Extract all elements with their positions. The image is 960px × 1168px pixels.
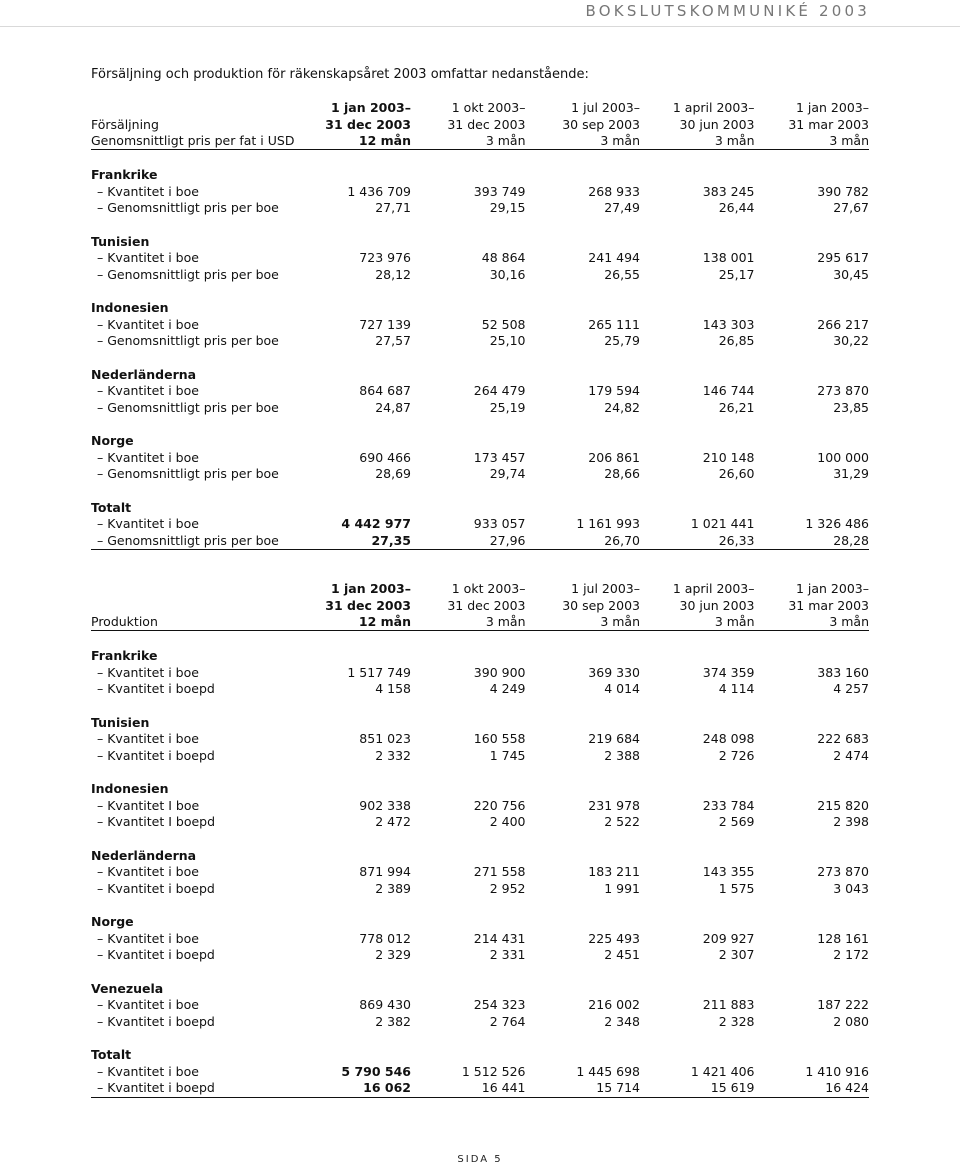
- table-row: [91, 250, 869, 267]
- spacer-row: [91, 217, 869, 234]
- period-header: 1 jul 2003–: [571, 581, 640, 596]
- group-header-row: [91, 914, 869, 931]
- row-label: – Kvantitet i boe: [97, 731, 199, 746]
- row-label: – Genomsnittligt pris per boe: [97, 466, 279, 481]
- value-cell: 271 558: [473, 864, 526, 879]
- value-cell: 1 991: [604, 880, 640, 896]
- row-label: – Kvantitet I boe: [97, 797, 200, 813]
- value-cell: 265 111: [588, 316, 640, 332]
- value-cell: 4 114: [718, 681, 755, 696]
- intro-text: Försäljning och produktion för räkenskapsåret 2003 omfattar nedanstående:: [91, 67, 589, 82]
- sales-table: [91, 100, 869, 550]
- value-cell: 723 976: [359, 250, 411, 265]
- value-cell: 25,19: [489, 399, 526, 415]
- group-header-row: [91, 781, 869, 798]
- table-row: [91, 1080, 869, 1097]
- value-cell: 26,55: [604, 266, 640, 282]
- spacer-cell: [91, 631, 869, 649]
- total-label: Totalt: [91, 1047, 132, 1062]
- period-header: 1 jan 2003–: [795, 100, 869, 115]
- value-cell: 52 508: [481, 316, 526, 332]
- spacer-row: [91, 483, 869, 500]
- spacer-cell: [91, 150, 869, 168]
- period-header: 1 april 2003–: [672, 581, 755, 596]
- row-label: – Genomsnittligt pris per boe: [97, 333, 279, 348]
- header-label: [91, 598, 301, 615]
- value-cell: 100 000: [817, 449, 869, 465]
- table-row: [91, 267, 869, 284]
- value-cell: 29,15: [489, 200, 526, 215]
- period-header: 30 jun 2003: [679, 116, 755, 132]
- period-header: 3 mån: [755, 133, 870, 150]
- header-label: [91, 581, 301, 598]
- value-cell: 248 098: [702, 731, 755, 746]
- spacer-row: [91, 350, 869, 367]
- value-cell: 146 744: [702, 383, 755, 398]
- value-cell: 690 466: [359, 449, 411, 465]
- table-row: [91, 466, 869, 483]
- value-cell: 778 012: [359, 930, 411, 946]
- value-cell: 28,66: [604, 466, 640, 481]
- value-cell: 1 512 526: [461, 1063, 526, 1079]
- value-cell: 28,28: [755, 533, 870, 550]
- row-label: – Kvantitet i boe: [97, 864, 199, 879]
- value-cell: 219 684: [588, 731, 640, 746]
- value-cell: 187 222: [817, 997, 869, 1012]
- spacer-row: [91, 416, 869, 433]
- value-cell: 864 687: [359, 383, 411, 398]
- value-cell: 264 479: [473, 383, 526, 398]
- value-cell: 48 864: [481, 250, 526, 265]
- row-label: – Genomsnittligt pris per boe: [97, 266, 279, 282]
- value-cell: 209 927: [702, 930, 755, 946]
- table-row: [91, 400, 869, 417]
- value-cell: 851 023: [359, 731, 411, 746]
- table-row: [91, 681, 869, 698]
- spacer-cell: [91, 283, 869, 300]
- header-label: Genomsnittligt pris per fat i USD: [91, 133, 301, 150]
- value-cell: 1 517 749: [347, 664, 411, 680]
- period-header: 12 mån: [301, 133, 411, 150]
- total-header-row: [91, 500, 869, 517]
- value-cell: 1 445 698: [576, 1063, 640, 1079]
- value-cell: 26,44: [718, 200, 755, 215]
- group-header-row: [91, 167, 869, 184]
- header-row: [91, 133, 869, 150]
- value-cell: 27,67: [833, 200, 869, 215]
- table-row: [91, 881, 869, 898]
- table-row: [91, 184, 869, 201]
- value-cell: 16 062: [301, 1080, 411, 1097]
- period-header: 1 april 2003–: [672, 100, 755, 115]
- value-cell: 26,33: [640, 533, 755, 550]
- row-label: – Kvantitet i boepd: [97, 880, 215, 896]
- value-cell: 4 158: [375, 681, 411, 696]
- value-cell: 4 014: [604, 681, 640, 696]
- value-cell: 28,12: [375, 266, 411, 282]
- row-label: – Kvantitet i boe: [97, 664, 199, 680]
- row-label: – Kvantitet i boe: [97, 250, 199, 265]
- value-cell: 2 307: [718, 947, 755, 962]
- value-cell: 374 359: [702, 664, 755, 680]
- value-cell: 211 883: [702, 997, 755, 1012]
- value-cell: 2 388: [604, 747, 640, 763]
- value-cell: 27,57: [375, 333, 411, 348]
- period-header: 1 okt 2003–: [451, 581, 526, 596]
- row-label: – Kvantitet I boepd: [97, 814, 216, 829]
- total-header-row: [91, 1047, 869, 1064]
- value-cell: 1 326 486: [805, 516, 869, 531]
- row-label: – Kvantitet i boe: [97, 1063, 199, 1079]
- value-cell: 268 933: [588, 183, 640, 199]
- value-cell: 2 726: [718, 747, 755, 763]
- value-cell: 16 441: [411, 1080, 526, 1097]
- value-cell: 2 382: [375, 1013, 411, 1029]
- spacer-row: [91, 698, 869, 715]
- value-cell: 2 952: [489, 880, 526, 896]
- value-cell: 871 994: [359, 864, 411, 879]
- spacer-cell: [91, 964, 869, 981]
- row-label: – Kvantitet i boe: [97, 997, 199, 1012]
- value-cell: 1 021 441: [690, 516, 755, 531]
- value-cell: 28,69: [375, 466, 411, 481]
- value-cell: 2 331: [489, 947, 526, 962]
- header-row: [91, 581, 869, 598]
- spacer-cell: [91, 897, 869, 914]
- period-header: 31 dec 2003: [447, 597, 526, 613]
- spacer-cell: [91, 831, 869, 848]
- spacer-cell: [91, 350, 869, 367]
- group-name: Nederländerna: [91, 366, 197, 382]
- spacer-row: [91, 631, 869, 649]
- value-cell: 1 575: [718, 880, 755, 896]
- value-cell: 2 400: [489, 814, 526, 829]
- value-cell: 2 398: [833, 814, 869, 829]
- sales-table-body: [91, 100, 869, 550]
- table-row: [91, 947, 869, 964]
- spacer-row: [91, 831, 869, 848]
- spacer-cell: [91, 217, 869, 234]
- value-cell: 273 870: [817, 383, 869, 398]
- value-cell: 23,85: [833, 399, 869, 415]
- table-row: [91, 748, 869, 765]
- period-header: 1 jul 2003–: [571, 100, 640, 115]
- value-cell: 27,35: [301, 533, 411, 550]
- header-label: Försäljning: [91, 116, 159, 132]
- spacer-row: [91, 150, 869, 168]
- period-header: 31 dec 2003: [325, 597, 411, 613]
- group-name: Norge: [91, 433, 134, 448]
- value-cell: 2 472: [375, 814, 411, 829]
- value-cell: 2 348: [604, 1013, 640, 1029]
- row-label: – Kvantitet i boe: [97, 183, 199, 199]
- value-cell: 215 820: [817, 797, 869, 813]
- table-row: [91, 333, 869, 350]
- value-cell: 241 494: [588, 250, 640, 265]
- value-cell: 1 436 709: [347, 183, 411, 199]
- row-label: – Genomsnittligt pris per boe: [91, 533, 301, 550]
- value-cell: 138 001: [702, 250, 755, 265]
- value-cell: 31,29: [833, 466, 869, 481]
- value-cell: 231 978: [588, 797, 640, 813]
- value-cell: 24,87: [375, 399, 411, 415]
- value-cell: 4 249: [489, 681, 526, 696]
- value-cell: 16 424: [755, 1080, 870, 1097]
- spacer-row: [91, 764, 869, 781]
- value-cell: 390 900: [473, 664, 526, 680]
- group-header-row: [91, 234, 869, 251]
- spacer-cell: [91, 764, 869, 781]
- period-header: 1 jan 2003–: [330, 581, 411, 596]
- group-name: Venezuela: [91, 980, 164, 996]
- value-cell: 26,21: [718, 399, 755, 415]
- table-row: [91, 931, 869, 948]
- value-cell: 254 323: [473, 997, 526, 1012]
- header-label: Produktion: [91, 614, 301, 631]
- value-cell: 2 329: [375, 947, 411, 962]
- period-header: 31 mar 2003: [788, 116, 869, 132]
- spacer-row: [91, 897, 869, 914]
- table-row: [91, 997, 869, 1014]
- value-cell: 273 870: [817, 864, 869, 879]
- table-row: [91, 383, 869, 400]
- period-header: 3 mån: [755, 614, 870, 631]
- production-table-body: [91, 581, 869, 1097]
- value-cell: 214 431: [473, 930, 526, 946]
- header-row: [91, 100, 869, 117]
- value-cell: 143 303: [702, 316, 755, 332]
- value-cell: 2 451: [604, 947, 640, 962]
- value-cell: 2 080: [833, 1013, 869, 1029]
- period-header: 1 okt 2003–: [451, 100, 526, 115]
- table-row: [91, 814, 869, 831]
- spacer-row: [91, 283, 869, 300]
- group-header-row: [91, 981, 869, 998]
- value-cell: 27,96: [411, 533, 526, 550]
- table-row: [91, 317, 869, 334]
- table-row: [91, 798, 869, 815]
- group-name: Tunisien: [91, 233, 150, 249]
- period-header: 3 mån: [411, 614, 526, 631]
- row-label: – Kvantitet i boe: [97, 316, 199, 332]
- spacer-row: [91, 1030, 869, 1047]
- value-cell: 2 328: [718, 1013, 755, 1029]
- value-cell: 26,60: [718, 466, 755, 481]
- header-label: [91, 100, 301, 117]
- value-cell: 30,22: [833, 333, 869, 348]
- value-cell: 393 749: [473, 183, 526, 199]
- value-cell: 24,82: [604, 399, 640, 415]
- value-cell: 26,70: [526, 533, 641, 550]
- row-label: – Kvantitet i boepd: [97, 1013, 215, 1029]
- value-cell: 1 161 993: [576, 516, 640, 531]
- value-cell: 2 569: [718, 814, 755, 829]
- spacer-cell: [91, 1030, 869, 1047]
- table-row: [91, 731, 869, 748]
- group-name: Indonesien: [91, 781, 169, 796]
- value-cell: 30,45: [833, 266, 869, 282]
- row-label: – Kvantitet i boe: [97, 516, 199, 531]
- row-label: – Genomsnittligt pris per boe: [97, 200, 279, 215]
- group-header-row: [91, 648, 869, 665]
- value-cell: 27,71: [375, 200, 411, 215]
- row-label: – Kvantitet i boepd: [91, 1080, 301, 1097]
- group-name: Frankrike: [91, 167, 158, 182]
- value-cell: 30,16: [489, 266, 526, 282]
- table-row: [91, 533, 869, 550]
- group-name: Frankrike: [91, 648, 158, 663]
- value-cell: 1 745: [489, 747, 526, 763]
- spacer-cell: [91, 698, 869, 715]
- value-cell: 183 211: [588, 864, 640, 879]
- period-header: 31 dec 2003: [447, 116, 526, 132]
- value-cell: 220 756: [473, 797, 526, 813]
- value-cell: 5 790 546: [341, 1063, 411, 1079]
- row-label: – Kvantitet i boe: [97, 449, 199, 465]
- row-label: – Kvantitet i boepd: [97, 747, 215, 763]
- value-cell: 3 043: [833, 880, 869, 896]
- value-cell: 902 338: [359, 797, 411, 813]
- value-cell: 4 442 977: [341, 516, 411, 531]
- group-header-row: [91, 848, 869, 865]
- group-name: Indonesien: [91, 300, 169, 315]
- group-header-row: [91, 715, 869, 732]
- table-row: [91, 1014, 869, 1031]
- value-cell: 25,17: [718, 266, 755, 282]
- value-cell: 143 355: [702, 864, 755, 879]
- value-cell: 2 764: [489, 1013, 526, 1029]
- table-row: [91, 665, 869, 682]
- period-header: 30 jun 2003: [679, 597, 755, 613]
- value-cell: 128 161: [817, 930, 869, 946]
- header-row: [91, 614, 869, 631]
- value-cell: 2 172: [833, 947, 869, 962]
- value-cell: 383 245: [702, 183, 755, 199]
- group-name: Nederländerna: [91, 847, 197, 863]
- header-row: [91, 598, 869, 615]
- period-header: 31 dec 2003: [325, 116, 411, 132]
- table-row: [91, 864, 869, 881]
- row-label: – Kvantitet i boe: [97, 930, 199, 946]
- period-header: 1 jan 2003–: [330, 100, 411, 115]
- group-header-row: [91, 367, 869, 384]
- group-header-row: [91, 300, 869, 317]
- row-label: – Kvantitet i boe: [97, 383, 199, 398]
- period-header: 31 mar 2003: [788, 597, 869, 613]
- value-cell: 369 330: [588, 664, 640, 680]
- value-cell: 233 784: [702, 797, 755, 813]
- page-number: SIDA 5: [457, 1154, 503, 1165]
- value-cell: 266 217: [817, 316, 869, 332]
- value-cell: 2 389: [375, 880, 411, 896]
- period-header: 30 sep 2003: [562, 597, 640, 613]
- value-cell: 727 139: [359, 316, 411, 332]
- group-name: Tunisien: [91, 714, 150, 730]
- period-header: 3 mån: [640, 614, 755, 631]
- production-table: [91, 581, 869, 1098]
- period-header: 30 sep 2003: [562, 116, 640, 132]
- value-cell: 225 493: [588, 930, 640, 946]
- value-cell: 1 421 406: [690, 1063, 755, 1079]
- table-row: [91, 200, 869, 217]
- group-name: Norge: [91, 914, 134, 929]
- value-cell: 869 430: [359, 997, 411, 1012]
- value-cell: 15 619: [640, 1080, 755, 1097]
- spacer-cell: [91, 416, 869, 433]
- table-row: [91, 450, 869, 467]
- row-label: – Genomsnittligt pris per boe: [97, 399, 279, 415]
- value-cell: 160 558: [473, 731, 526, 746]
- value-cell: 390 782: [817, 183, 869, 199]
- value-cell: 173 457: [473, 449, 526, 465]
- value-cell: 295 617: [817, 250, 869, 265]
- value-cell: 2 522: [604, 814, 640, 829]
- total-label: Totalt: [91, 499, 132, 515]
- value-cell: 2 332: [375, 747, 411, 763]
- value-cell: 933 057: [473, 516, 526, 531]
- row-label: – Kvantitet i boepd: [97, 681, 215, 696]
- value-cell: 1 410 916: [805, 1063, 869, 1079]
- period-header: 3 mån: [640, 133, 755, 150]
- period-header: 3 mån: [411, 133, 526, 150]
- period-header: 12 mån: [301, 614, 411, 631]
- value-cell: 216 002: [588, 997, 640, 1012]
- spacer-row: [91, 964, 869, 981]
- value-cell: 25,10: [489, 333, 526, 348]
- value-cell: 210 148: [702, 449, 755, 465]
- document-header-title: BOKSLUTSKOMMUNIKÉ 2003: [585, 2, 870, 20]
- period-header: 1 jan 2003–: [795, 581, 869, 596]
- value-cell: 25,79: [604, 333, 640, 348]
- group-header-row: [91, 433, 869, 450]
- header-row: [91, 117, 869, 134]
- header-divider: [0, 26, 960, 27]
- period-header: 3 mån: [526, 133, 641, 150]
- value-cell: 15 714: [526, 1080, 641, 1097]
- table-row: [91, 1064, 869, 1081]
- value-cell: 4 257: [833, 681, 869, 696]
- value-cell: 29,74: [489, 466, 526, 481]
- value-cell: 26,85: [718, 333, 755, 348]
- value-cell: 179 594: [588, 383, 640, 398]
- spacer-cell: [91, 483, 869, 500]
- row-label: – Kvantitet i boepd: [97, 947, 215, 962]
- value-cell: 383 160: [817, 664, 869, 680]
- value-cell: 2 474: [833, 747, 869, 763]
- value-cell: 222 683: [817, 731, 869, 746]
- table-row: [91, 516, 869, 533]
- value-cell: 27,49: [604, 200, 640, 215]
- value-cell: 206 861: [588, 449, 640, 465]
- period-header: 3 mån: [526, 614, 641, 631]
